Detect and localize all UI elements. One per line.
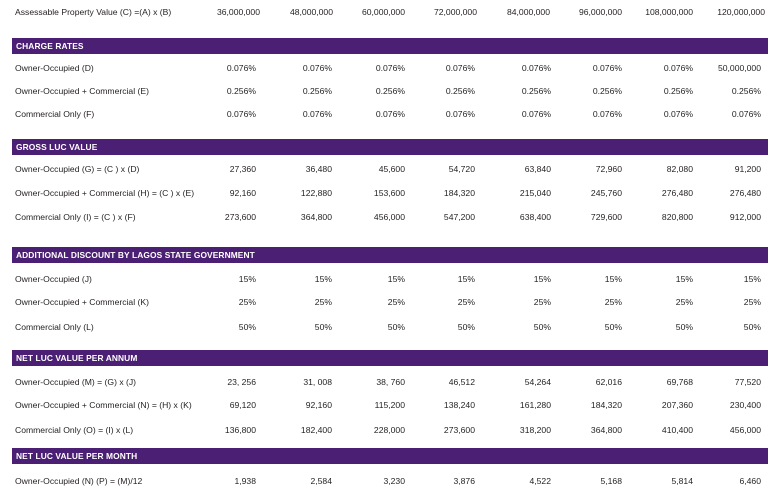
cell: 0.256% [663,86,693,96]
cell: 215,040 [519,188,551,198]
cell: 54,720 [448,164,475,174]
row-label: Owner-Occupied (G) = (C ) x (D) [15,164,140,174]
cell: 638,400 [519,212,551,222]
row-label: Owner-Occupied + Commercial (K) [15,297,149,307]
cell: 184,320 [590,400,622,410]
cell: 122,880 [300,188,332,198]
cell: 120,000,000 [717,7,765,17]
cell: 0.076% [375,63,405,73]
cell: 0.076% [226,109,256,119]
cell: 69,120 [229,400,256,410]
cell: 3,230 [383,476,405,486]
cell: 0.076% [663,109,693,119]
table-row [0,317,780,337]
row-label: Owner-Occupied + Commercial (E) [15,86,149,96]
cell: 0.076% [226,63,256,73]
table-row [0,81,780,101]
cell: 15% [387,274,405,284]
section-header-discount: ADDITIONAL DISCOUNT BY LAGOS STATE GOVERNMENT [12,247,768,263]
table-row [0,58,780,78]
cell: 0.076% [302,63,332,73]
cell: 45,600 [378,164,405,174]
cell: 153,600 [373,188,405,198]
cell: 410,400 [661,425,693,435]
cell: 0.076% [375,109,405,119]
cell: 48,000,000 [289,7,333,17]
table-row [0,395,780,415]
cell: 50% [238,322,256,332]
cell: 50% [457,322,475,332]
cell: 230,400 [729,400,761,410]
table-row [0,420,780,440]
cell: 364,800 [300,212,332,222]
cell: 36,480 [305,164,332,174]
cell: 0.256% [592,86,622,96]
cell: 82,080 [666,164,693,174]
cell: 25% [533,297,551,307]
cell: 3,876 [453,476,475,486]
cell: 115,200 [374,400,405,410]
table-row [0,207,780,227]
cell: 27,360 [229,164,256,174]
cell: 25% [387,297,405,307]
cell: 25% [675,297,693,307]
cell: 92,160 [305,400,332,410]
row-label: Commercial Only (O) = (I) x (L) [15,425,134,435]
section-header-gross-luc: GROSS LUC VALUE [12,139,768,155]
cell: 0.076% [445,63,475,73]
cell: 0.076% [731,109,761,119]
cell: 60,000,000 [361,7,405,17]
row-label: Owner-Occupied + Commercial (N) = (H) x (K) [15,400,192,410]
cell: 91,200 [734,164,761,174]
cell: 138,240 [443,400,475,410]
cell: 0.076% [592,109,622,119]
cell: 72,960 [595,164,622,174]
cell: 92,160 [229,188,256,198]
cell: 31, 008 [303,377,332,387]
table-row [0,183,780,203]
cell: 364,800 [590,425,622,435]
cell: 50% [743,322,761,332]
cell: 0.256% [731,86,761,96]
cell: 50% [675,322,693,332]
cell: 15% [675,274,693,284]
cell: 5,168 [600,476,622,486]
cell: 23, 256 [227,377,256,387]
cell: 50% [604,322,622,332]
cell: 0.076% [521,109,551,119]
cell: 912,000 [729,212,761,222]
cell: 729,600 [590,212,622,222]
cell: 15% [743,274,761,284]
table-row [0,372,780,392]
cell: 6,460 [739,476,761,486]
cell: 318,200 [519,425,551,435]
row-label: Owner-Occupied (M) = (G) x (J) [15,377,137,387]
cell: 96,000,000 [578,7,622,17]
table-row [0,159,780,179]
row-label: Owner-Occupied (D) [15,63,94,73]
row-label: Assessable Property Value (C) =(A) x (B) [15,7,172,17]
cell: 77,520 [734,377,761,387]
cell: 136,800 [224,425,256,435]
cell: 456,000 [729,425,761,435]
cell: 15% [533,274,551,284]
cell: 36,000,000 [216,7,260,17]
cell: 456,000 [373,212,405,222]
cell: 228,000 [373,425,405,435]
cell: 25% [457,297,475,307]
row-label: Commercial Only (I) = (C ) x (F) [15,212,136,222]
row-label: Owner-Occupied (J) [15,274,92,284]
cell: 15% [314,274,332,284]
cell: 4,522 [529,476,551,486]
cell: 50% [387,322,405,332]
section-header-charge-rates: CHARGE RATES [12,38,768,54]
cell: 108,000,000 [645,7,693,17]
row-label: Commercial Only (L) [15,322,94,332]
cell: 72,000,000 [433,7,477,17]
cell: 69,768 [666,377,693,387]
cell: 0.076% [521,63,551,73]
cell: 820,800 [661,212,693,222]
cell: 184,320 [443,188,475,198]
cell: 25% [743,297,761,307]
cell: 5,814 [671,476,693,486]
cell: 15% [604,274,622,284]
cell: 0.256% [226,86,256,96]
table-row [0,292,780,312]
cell: 54,264 [524,377,551,387]
cell: 15% [238,274,256,284]
cell: 0.076% [592,63,622,73]
table-row [0,2,780,22]
cell: 0.076% [663,63,693,73]
section-header-net-month: NET LUC VALUE PER MONTH [12,448,768,464]
row-label: Owner-Occupied + Commercial (H) = (C ) x (E) [15,188,195,198]
cell: 0.256% [445,86,475,96]
section-header-net-annum: NET LUC VALUE PER ANNUM [12,350,768,366]
row-label: Owner-Occupied (N) (P) = (M)/12 [15,476,143,486]
cell: 161,280 [519,400,551,410]
cell: 25% [604,297,622,307]
cell: 207,360 [661,400,693,410]
cell: 46,512 [448,377,475,387]
cell: 63,840 [524,164,551,174]
cell: 0.076% [302,109,332,119]
cell: 0.256% [302,86,332,96]
cell: 15% [457,274,475,284]
cell: 50% [533,322,551,332]
cell: 84,000,000 [506,7,550,17]
cell: 273,600 [443,425,475,435]
cell: 276,480 [729,188,761,198]
cell: 182,400 [300,425,332,435]
cell: 276,480 [661,188,693,198]
table-row [0,471,780,491]
table-row [0,104,780,124]
cell: 2,584 [310,476,332,486]
cell: 38, 760 [376,377,405,387]
cell: 25% [314,297,332,307]
table-row [0,269,780,289]
cell: 50% [314,322,332,332]
cell: 0.076% [445,109,475,119]
cell: 62,016 [595,377,622,387]
cell: 245,760 [590,188,622,198]
cell: 25% [238,297,256,307]
cell: 1,938 [234,476,256,486]
cell: 0.256% [375,86,405,96]
cell: 273,600 [224,212,256,222]
cell: 0.256% [521,86,551,96]
cell: 547,200 [443,212,475,222]
row-label: Commercial Only (F) [15,109,95,119]
cell: 50,000,000 [717,63,761,73]
